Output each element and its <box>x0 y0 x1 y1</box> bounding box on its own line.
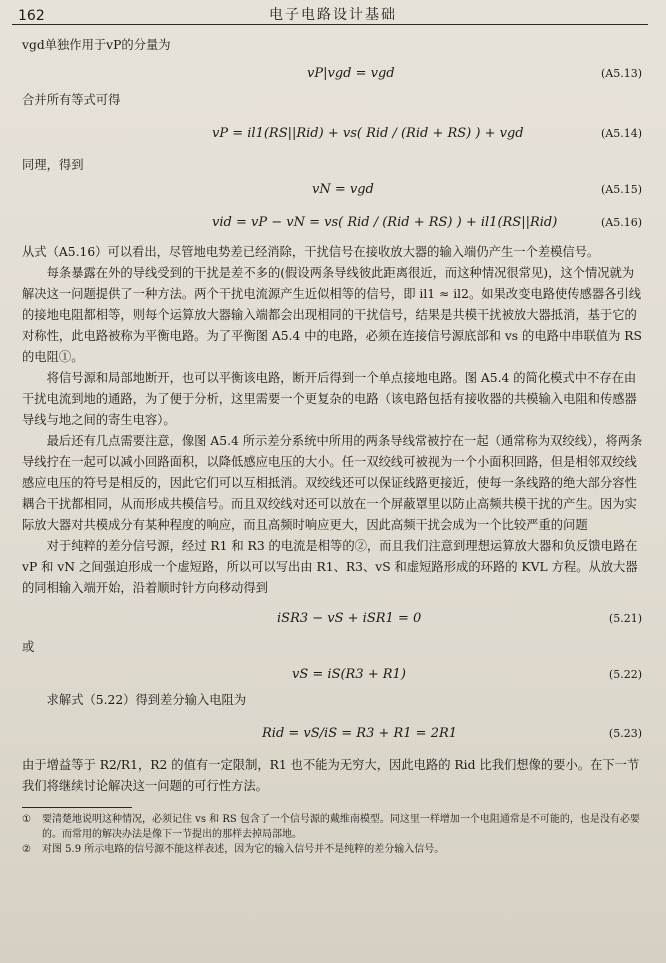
equation-a5-14 <box>22 111 644 155</box>
page-number: 162 <box>18 8 45 24</box>
body-paragraph: 最后还有几点需要注意，像图 A5.4 所示差分系统中所用的两条导线常被拧在一起（通常称为双绞线），将两条导线拧在一起可以减小回路面积，以降低感应电压的大小。任一双绞线可被视为一个小面积回路，但是相邻双绞线感应电压的符号是相反的，因此它们可以互相抵消。双绞线还可以保证线路更接近，使每一条线路的绝大部分容性耦合干扰都相同，从而形成共模信号。而且双绞线对还可以放在一个屏蔽罩里以防止高频共模干扰的产生。因为实际放大器对共模成分有某种程度的响应，而且高频时响应更大，因此高频干扰会成为一个比较严重的问题 <box>22 434 643 532</box>
page-header <box>12 0 648 25</box>
running-title: 电子电路设计基础 <box>269 7 397 23</box>
body-text: 由于增益等于 R2/R1，R2 的值有一定限制，R1 也不能为无穷大，因此电路的 Rid 比我们想像的要小。在下一节我们将继续讨论解决这一问题的可行性方法。 <box>22 758 640 793</box>
equation-number: (A5.15) <box>600 182 642 196</box>
footnote-divider <box>22 807 132 808</box>
body-text: 合并所有等式可得 <box>22 93 121 107</box>
equation-number: (A5.16) <box>600 215 642 229</box>
body-text: 同理，得到 <box>22 158 84 172</box>
body-paragraph: 对于纯粹的差分信号源，经过 R1 和 R3 的电流是相等的②，而且我们注意到理想运算放大器和负反馈电路在 vP 和 vN 之间强迫形成一个虚短路，所以可以写出由 R1、R3、vS 和虚短路形成的环路的 KVL 方程。从放大器的同相输入端开始，沿着顺时针方向移动得到 <box>22 539 638 595</box>
body-text: 或 <box>22 640 35 654</box>
equation-5-22 <box>22 658 644 690</box>
footnote-text: 对图 5.9 所示电路的信号源不能这样表述，因为它的输入信号并不是纯粹的差分输入信号。 <box>42 844 445 855</box>
body-paragraph: 求解式（5.22）得到差分输入电阻为 <box>46 693 247 707</box>
equation-expression: vS = iS(R3 + R1) <box>292 666 406 682</box>
equation-expression: iSR3 − vS + iSR1 = 0 <box>277 610 422 626</box>
footnote-mark: ② <box>22 844 31 855</box>
equation-expression: vid = vP − vN = vs( Rid / (Rid + RS) ) + il1(RS||Rid) <box>212 214 558 230</box>
equation-expression: vP|vgd = vgd <box>307 65 395 81</box>
equation-number: (5.23) <box>608 726 642 740</box>
equation-a5-16 <box>22 202 644 242</box>
equation-expression: vN = vgd <box>312 181 374 197</box>
equation-a5-13 <box>22 56 644 90</box>
equation-number: (A5.13) <box>600 66 642 80</box>
equation-5-23 <box>22 711 644 755</box>
equation-number: (5.21) <box>608 611 642 625</box>
footnote <box>22 842 644 857</box>
footnote <box>22 812 644 842</box>
equation-number: (5.22) <box>608 667 642 681</box>
equation-expression: Rid = vS/iS = R3 + R1 = 2R1 <box>262 725 458 741</box>
body-text: vgd单独作用于vP的分量为 <box>22 38 171 52</box>
equation-number: (A5.14) <box>600 126 642 140</box>
footnote-text: 要清楚地说明这种情况，必须记住 vs 和 RS 包含了一个信号源的戴维南模型。同这里一样增加一个电阻通常是不可能的，也是没有必要的。而常用的解决办法是像下一节提出的那样去掉局部地。 <box>42 814 640 840</box>
footnote-mark: ① <box>22 814 31 825</box>
equation-a5-15 <box>22 176 644 202</box>
equation-expression: vP = il1(RS||Rid) + vs( Rid / (Rid + RS) ) + vgd <box>212 125 524 141</box>
body-text: 从式（A5.16）可以看出，尽管地电势差已经消除，干扰信号在接收放大器的输入端仍产生一个差模信号。 <box>22 245 600 259</box>
equation-5-21 <box>22 599 644 637</box>
body-paragraph: 每条暴露在外的导线受到的干扰是差不多的(假设两条导线彼此距离很近，而这种情况很常见)，这个情况就为解决这一问题提供了一种方法。两个干扰电流源产生近似相等的信号，即 il1 ≈ il2。如果改变电路使传感器各引线的接地电阻都相等，则每个运算放大器输入端都会出现相同的干扰信号，结果是共模干扰被放大器抵消，基于它的对称性，此电路被称为平衡电路。为了平衡图 A5.4 中的电路，必须在连接信号源底部和 vs 的电路中串联值为 RS 的电阻①。 <box>22 266 642 364</box>
body-paragraph: 将信号源和局部地断开，也可以平衡该电路，断开后得到一个单点接地电路。图 A5.4 的简化模式中不存在由干扰电流到地的通路，为了便于分析，这里需要一个更复杂的电路（该电路包括有接收器的共模输入电阻和传感器导线与地之间的寄生电容）。 <box>22 371 637 427</box>
